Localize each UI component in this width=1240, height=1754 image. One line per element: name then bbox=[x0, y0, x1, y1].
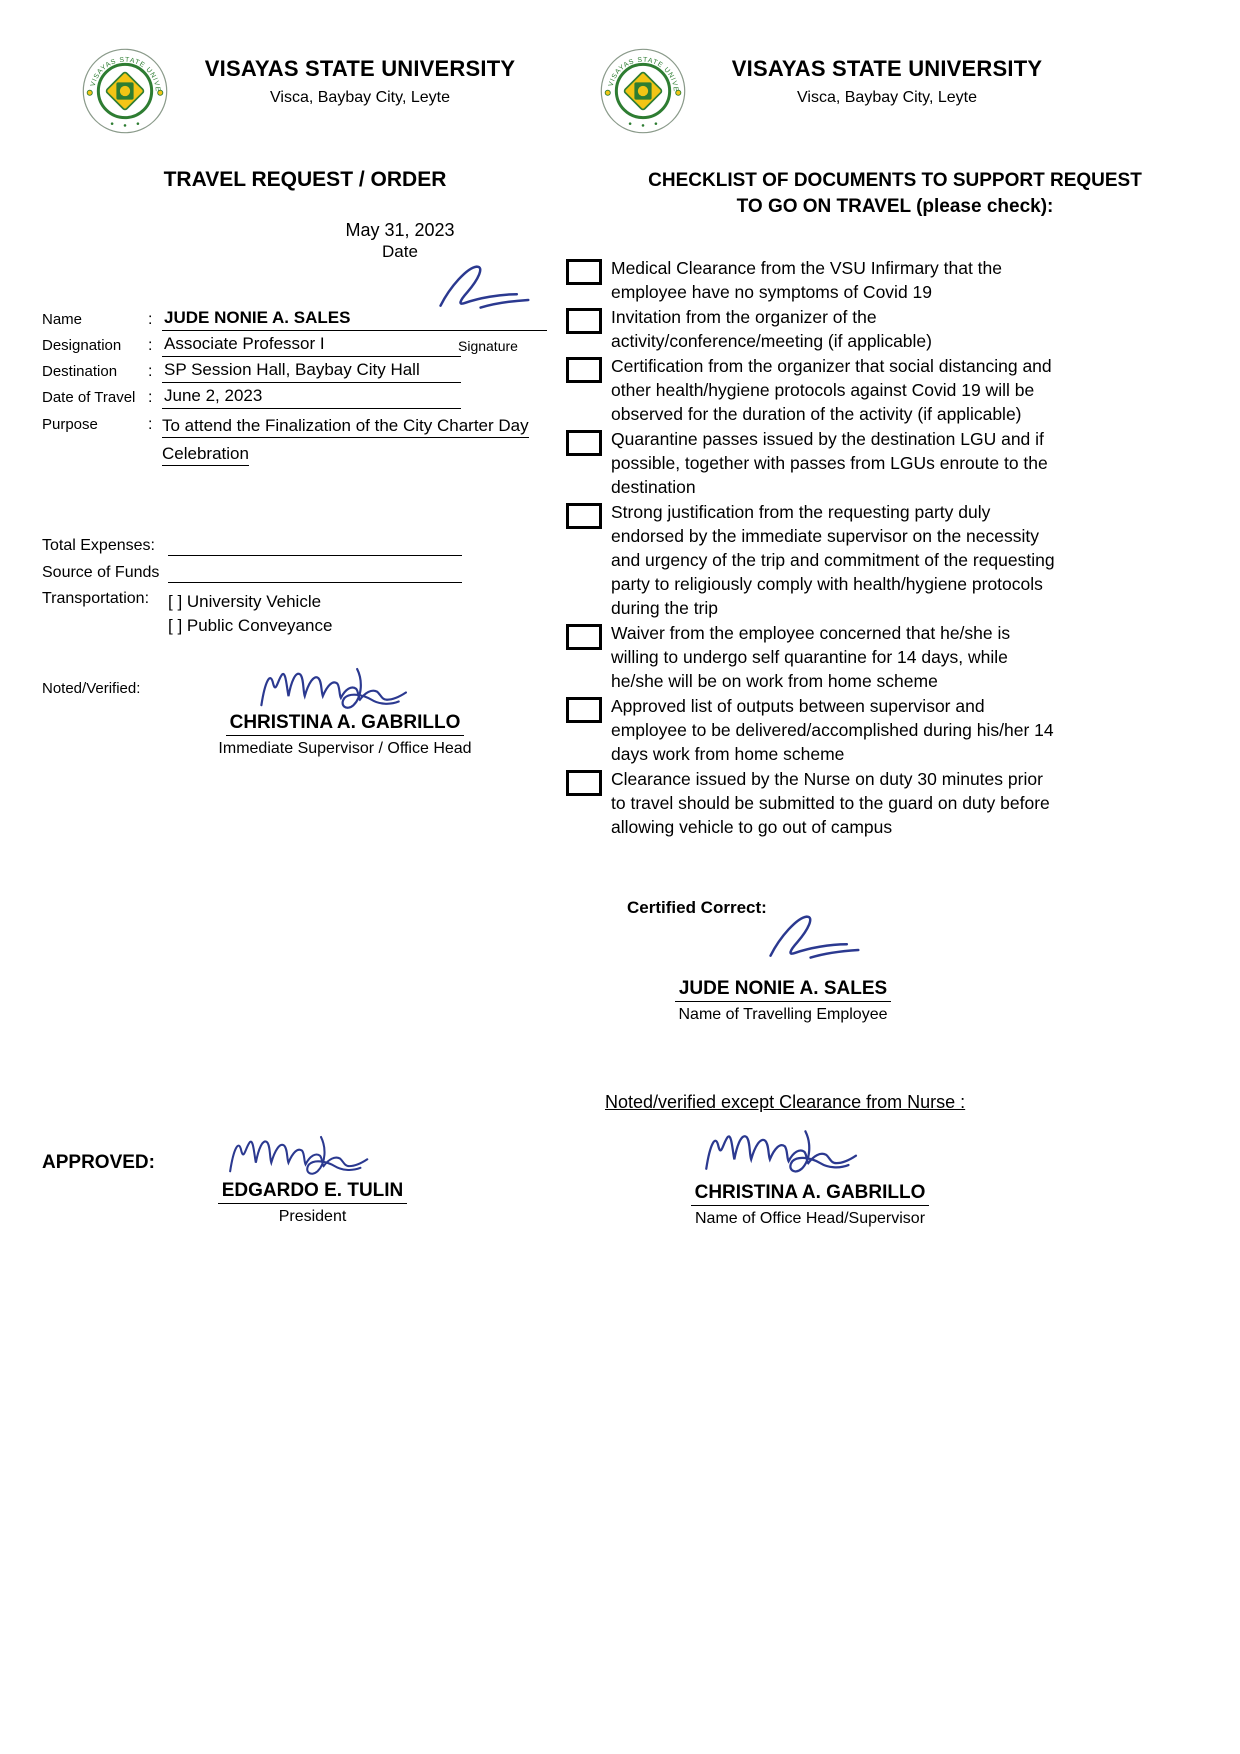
checklist-item bbox=[566, 694, 1076, 766]
checklist-item-text: Waiver from the employee concerned that he/she is willing to undergo self quarantine for 14 days, while he/she will be on work from home scheme bbox=[611, 623, 1011, 691]
supervisor-title: Immediate Supervisor / Office Head bbox=[218, 740, 472, 757]
document-title: TRAVEL REQUEST / ORDER bbox=[163, 168, 447, 191]
colon: : bbox=[148, 311, 153, 328]
checkbox[interactable] bbox=[566, 357, 602, 383]
signature-edgardo bbox=[225, 1128, 375, 1182]
expenses-block bbox=[42, 536, 462, 645]
field-row-name bbox=[42, 308, 547, 331]
noted-verified-label: Noted/Verified: bbox=[42, 680, 141, 697]
approved-label: APPROVED: bbox=[42, 1152, 155, 1173]
checkbox[interactable] bbox=[566, 697, 602, 723]
colon: : bbox=[148, 337, 153, 354]
checklist-title bbox=[575, 168, 1215, 220]
vsu-seal-icon bbox=[600, 48, 686, 134]
field-label: Designation bbox=[42, 337, 122, 354]
source-of-funds-row bbox=[42, 563, 462, 583]
total-expenses-label: Total Expenses: bbox=[42, 537, 155, 554]
designation-value: Associate Professor I bbox=[162, 334, 461, 357]
checklist-item-text: Certification from the organizer that social distancing and other health/hygiene protocols against Covid 19 will be observed for the duration of the activity (if applicable) bbox=[611, 356, 1052, 424]
purpose-value: To attend the Finalization of the City Charter Day Celebration bbox=[162, 416, 529, 466]
checkbox[interactable] bbox=[566, 259, 602, 285]
source-of-funds-line bbox=[168, 563, 462, 583]
field-row-destination bbox=[42, 360, 547, 383]
transportation-row bbox=[42, 590, 462, 638]
date-block bbox=[250, 219, 550, 263]
left-header bbox=[82, 48, 534, 134]
name-value: JUDE NONIE A. SALES bbox=[162, 308, 547, 331]
signature-caption: Signature bbox=[458, 338, 518, 354]
checklist-item bbox=[566, 427, 1076, 499]
president-title: President bbox=[278, 1208, 347, 1225]
signature-jude bbox=[755, 908, 870, 970]
checklist-item-text: Strong justification from the requesting party duly endorsed by the immediate supervisor on the necessity and urgency of the trip and commitment of the requesting party to religiously comply with health/hygiene protocols during the trip bbox=[611, 502, 1055, 618]
checklist-item-text: Invitation from the organizer of the activity/conference/meeting (if applicable) bbox=[611, 307, 932, 351]
date-of-travel-value: June 2, 2023 bbox=[162, 386, 461, 409]
field-row-purpose bbox=[42, 412, 547, 468]
colon: : bbox=[148, 416, 153, 433]
university-name: VISAYAS STATE UNIVERSITY bbox=[731, 56, 1043, 81]
university-address: Visca, Baybay City, Leyte bbox=[270, 89, 450, 106]
checklist-item bbox=[566, 354, 1076, 426]
supervisor-name: CHRISTINA A. GABRILLO bbox=[226, 712, 465, 736]
transport-option-public-conveyance: [ ] Public Conveyance bbox=[168, 616, 333, 635]
vsu-seal-icon bbox=[82, 48, 168, 134]
certified-signatory bbox=[563, 978, 1003, 1024]
field-label: Destination bbox=[42, 363, 118, 380]
field-label: Purpose bbox=[42, 416, 98, 433]
checkbox[interactable] bbox=[566, 624, 602, 650]
right-header bbox=[600, 48, 1070, 134]
checklist-title-line2: TO GO ON TRAVEL (please check): bbox=[736, 196, 1054, 217]
colon: : bbox=[148, 389, 153, 406]
source-of-funds-label: Source of Funds bbox=[42, 564, 160, 581]
checklist-item bbox=[566, 767, 1076, 839]
checkbox[interactable] bbox=[566, 430, 602, 456]
signature-christina bbox=[255, 660, 415, 716]
total-expenses-line bbox=[168, 536, 462, 556]
office-head-caption: Name of Office Head/Supervisor bbox=[694, 1210, 926, 1227]
checklist-item bbox=[566, 621, 1076, 693]
transport-option-university-vehicle: [ ] University Vehicle bbox=[168, 592, 322, 611]
checklist-item bbox=[566, 256, 1076, 304]
signature-christina bbox=[700, 1122, 865, 1180]
president-name: EDGARDO E. TULIN bbox=[218, 1180, 408, 1204]
total-expenses-row bbox=[42, 536, 462, 556]
destination-value: SP Session Hall, Baybay City Hall bbox=[162, 360, 461, 383]
office-head-signatory bbox=[590, 1182, 1030, 1228]
checkbox[interactable] bbox=[566, 503, 602, 529]
date-value: May 31, 2023 bbox=[345, 220, 455, 240]
transportation-label: Transportation: bbox=[42, 590, 150, 607]
checklist-item-text: Medical Clearance from the VSU Infirmary that the employee have no symptoms of Covid 19 bbox=[611, 258, 1002, 302]
checklist-item-text: Approved list of outputs between supervisor and employee to be delivered/accomplished during his/her 14 days work from home scheme bbox=[611, 696, 1054, 764]
checkbox[interactable] bbox=[566, 770, 602, 796]
travelling-employee-caption: Name of Travelling Employee bbox=[678, 1006, 888, 1023]
field-label: Date of Travel bbox=[42, 389, 136, 406]
field-row-date-of-travel bbox=[42, 386, 547, 409]
approved-signatory bbox=[200, 1180, 425, 1226]
travelling-employee-name: JUDE NONIE A. SALES bbox=[675, 978, 891, 1002]
noted-exception-text: Noted/verified except Clearance from Nurse : bbox=[605, 1092, 966, 1112]
date-label: Date bbox=[382, 242, 418, 261]
noted-verified-signatory bbox=[185, 712, 505, 758]
checklist-title-line1: CHECKLIST OF DOCUMENTS TO SUPPORT REQUEST bbox=[648, 170, 1142, 191]
checkbox[interactable] bbox=[566, 308, 602, 334]
university-address: Visca, Baybay City, Leyte bbox=[797, 89, 977, 106]
office-head-name: CHRISTINA A. GABRILLO bbox=[691, 1182, 930, 1206]
field-label: Name bbox=[42, 311, 83, 328]
checklist bbox=[566, 256, 1076, 840]
certified-correct-label: Certified Correct: bbox=[627, 898, 767, 917]
university-name: VISAYAS STATE UNIVERSITY bbox=[204, 56, 516, 81]
form-fields bbox=[42, 308, 547, 471]
checklist-item-text: Clearance issued by the Nurse on duty 30 minutes prior to travel should be submitted to the guard on duty before allowing vehicle to go out of campus bbox=[611, 769, 1050, 837]
checklist-item bbox=[566, 305, 1076, 353]
colon: : bbox=[148, 363, 153, 380]
checklist-item-text: Quarantine passes issued by the destination LGU and if possible, together with passes from LGUs enroute to the destination bbox=[611, 429, 1048, 497]
checklist-item bbox=[566, 500, 1076, 620]
